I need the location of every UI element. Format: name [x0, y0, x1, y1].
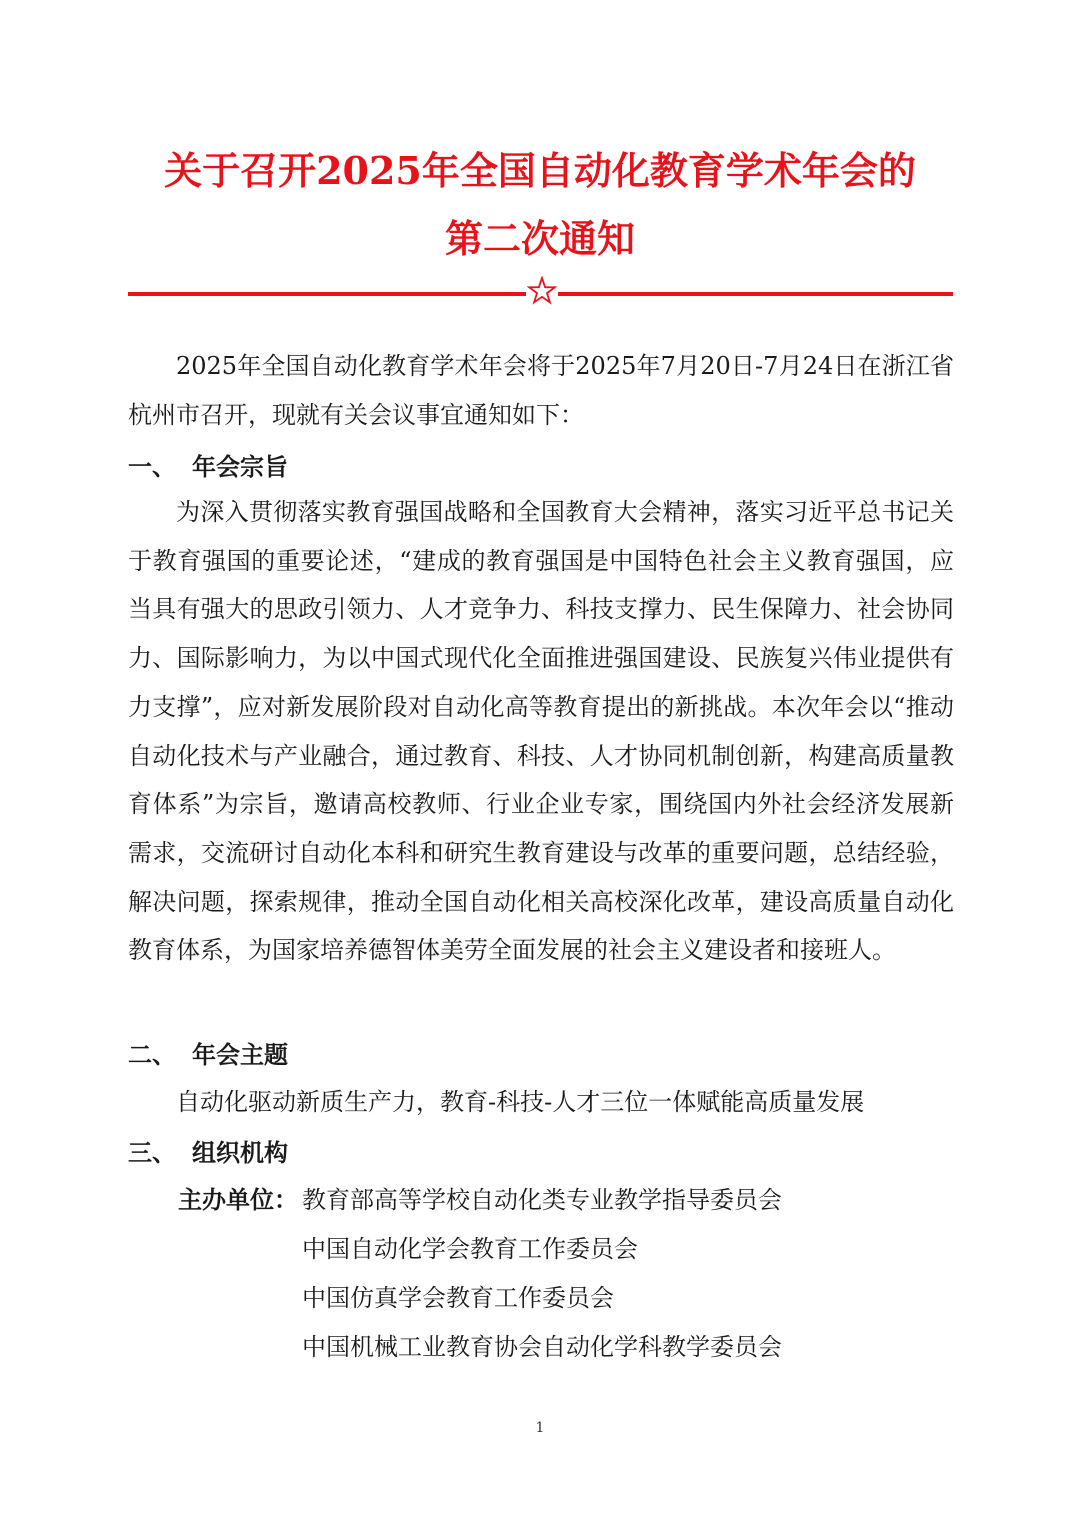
section-number: 三、: [128, 1139, 176, 1167]
star-outline-icon: [527, 276, 557, 306]
organizer-item: 中国仿真学会教育工作委员会: [302, 1284, 614, 1312]
document-title-line2: 第二次通知: [444, 216, 635, 261]
section-number: 一、: [128, 453, 176, 481]
document-title-line1: 关于召开2025年全国自动化教育学术年会的: [164, 148, 916, 193]
section-title: 组织机构: [192, 1139, 288, 1167]
page-number: 1: [535, 1420, 545, 1436]
section-heading-1: [128, 455, 288, 479]
section-2-body: 自动化驱动新质生产力，教育-科技-人才三位一体赋能高质量发展: [176, 1088, 865, 1116]
red-divider-left: [128, 292, 526, 296]
section-number: 二、: [128, 1041, 176, 1069]
organizer-item: 教育部高等学校自动化类专业教学指导委员会: [302, 1186, 782, 1214]
section-title: 年会主题: [192, 1041, 288, 1069]
section-heading-2: [128, 1043, 288, 1067]
section-title: 年会宗旨: [192, 453, 288, 481]
organizer-item: 中国自动化学会教育工作委员会: [302, 1235, 638, 1263]
section-1-body: 为深入贯彻落实教育强国战略和全国教育大会精神，落实习近平总书记关于教育强国的重要论述，“建成的教育强国是中国特色社会主义教育强国，应当具有强大的思政引领力、人才竞争力、科技支撑力、民生保障力、社会协同力、国际影响力，为以中国式现代化全面推进强国建设、民族复兴伟业提供有力支撑”，应对新发展阶段对自动化高等教育提出的新挑战。本次年会以“推动自动化技术与产业融合，通过教育、科技、人才协同机制创新，构建高质量教育体系”为宗旨，邀请高校教师、行业企业专家，围绕国内外社会经济发展新需求，交流研讨自动化本科和研究生教育建设与改革的重要问题，总结经验，解决问题，探索规律，推动全国自动化相关高校深化改革，建设高质量自动化教育体系，为国家培养德智体美劳全面发展的社会主义建设者和接班人。: [128, 498, 954, 965]
section-heading-3: [128, 1141, 288, 1165]
organizer-item: 中国机械工业教育协会自动化学科教学委员会: [302, 1333, 782, 1361]
organizer-label: 主办单位：: [178, 1186, 298, 1214]
red-divider-right: [558, 292, 953, 296]
intro-paragraph: 2025年全国自动化教育学术年会将于2025年7月20日-7月24日在浙江省杭州市召开，现就有关会议事宜通知如下：: [128, 352, 954, 429]
